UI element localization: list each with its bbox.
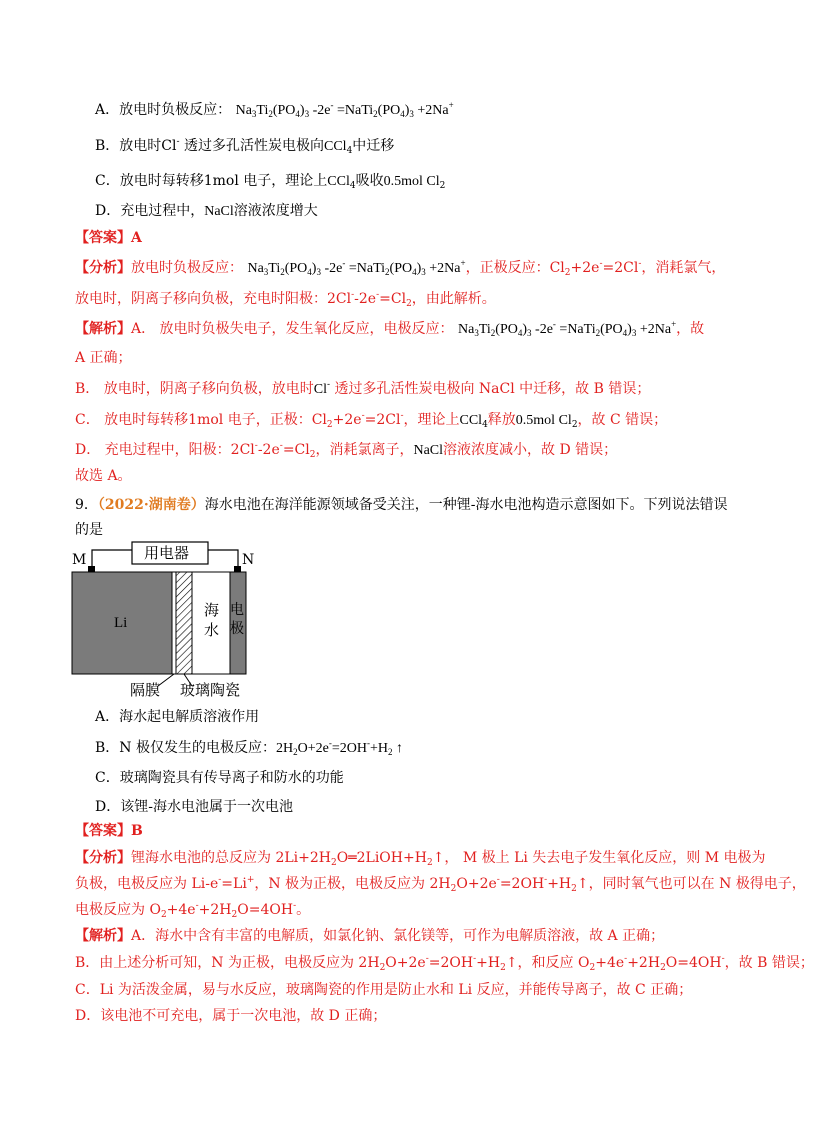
terminal-m-label: M <box>72 552 87 568</box>
q8-answer: 【答案】A <box>75 230 142 246</box>
q9-option-d: D．该锂-海水电池属于一次电池 <box>95 799 293 815</box>
q9-answer: 【答案】B <box>75 823 143 839</box>
q9-option-b: B．N 极仅发生的电极反应：$2H_2O+2e^-=2OH^-+H_2$ ↑ <box>95 738 403 757</box>
q8-analysis-line1: 【分析】放电时负极反应： $Na_3Ti_2(PO_4)_3$ $-2e^- =NaTi_2(PO_4)_3 +2Na^+$，正极反应：$Cl_2+2e^-=2Cl^-$，消耗氯气， <box>75 258 726 278</box>
q9-explain-b: B．由上述分析可知，N 为正极，电极反应为 $2H_2O+2e^-=2OH^-+H_2↑$，和反应 $O_2+4e^-+2H_2O=4OH^-$，故 B 错误； <box>75 954 814 973</box>
water-label-2: 水 <box>204 621 220 639</box>
q8-option-c: C．放电时每转移1mol 电子，理论上CCl$_4$吸收0.5mol $Cl_2$ <box>95 173 446 191</box>
q9-explain-d: D．该电池不可充电，属于一次电池，故 D 正确； <box>75 1008 387 1024</box>
q8-explain-a2: A 正确； <box>75 350 132 366</box>
battery-diagram <box>70 540 270 700</box>
q8-option-a-label: A．放电时负极反应： <box>95 102 232 118</box>
q8-explain-a: 【解析】A． 放电时负极失电子，发生氧化反应，电极反应： $Na_3Ti_2(PO_4)_3$ $-2e^- =NaTi_2(PO_4)_3 +2Na^+$，故 <box>75 319 705 338</box>
wire-right <box>208 550 238 570</box>
device-label: 用电器 <box>144 544 190 562</box>
q8-option-d: D．充电过程中，NaCl溶液浓度增大 <box>95 203 318 219</box>
q8-analysis-line2: 放电时，阴离子移向负极，充电时阳极：$2Cl^--2e^-=Cl_2$，由此解析。 <box>75 290 496 309</box>
q9-analysis-line3: 电极反应为 $O_2+4e^-+2H_2O=4OH^-$。 <box>75 901 311 920</box>
q8-explain-b: B． 放电时，阴离子移向负极，放电时Cl- 透过多孔活性炭电极向 NaCl 中迁移，故 B 错误； <box>75 380 651 397</box>
q8-explain-d: D． 充电过程中，阳极：$2Cl^--2e^-=Cl_2$，消耗氯离子，NaCl溶液浓度减小，故 D 错误； <box>75 441 618 460</box>
terminal-n <box>234 566 241 572</box>
separator-pointer <box>158 674 174 686</box>
q9-analysis-line2: 负极，电极反应为 Li-e-=Li+，N 极为正极，电极反应为 $2H_2O+2e^-=2OH^-+H_2↑$，同时氧气也可以在 N 极得电子， <box>75 875 806 894</box>
q8-conclusion: 故选 A。 <box>75 468 132 484</box>
electrode-label-1: 电 <box>230 602 244 618</box>
terminal-n-label: N <box>242 552 255 568</box>
q8-option-b: B．放电时Cl- 透过多孔活性炭电极向CCl$_4$中迁移 <box>95 137 395 156</box>
q9-stem-line2: 的是 <box>75 522 103 538</box>
q9-explain-a: 【解析】A．海水中含有丰富的电解质，如氯化钠、氯化镁等，可作为电解质溶液，故 A 正确； <box>75 928 665 944</box>
q8-option-a-formula: $Na_3Ti_2(PO_4)_3$ $-2e^- =NaTi_2(PO_4)_3 +2Na^+$ <box>235 100 454 119</box>
separator <box>172 572 176 674</box>
electrode-label-2: 极 <box>230 621 244 637</box>
q9-analysis-line1: 【分析】锂海水电池的总反应为 $2Li+2H_2O═2LiOH+H_2↑$， M 极上 Li 失去电子发生氧化反应，则 M 电极为 <box>75 850 766 868</box>
glass-ceramic <box>176 572 192 674</box>
q9-option-b-formula: $2H_2O+2e^-=2OH^-+H_2$ ↑ <box>276 738 403 757</box>
q8-option-a <box>95 100 454 121</box>
separator-label: 隔膜 <box>130 681 161 699</box>
q9-option-a: A．海水起电解质溶液作用 <box>95 709 260 725</box>
water-label-1: 海 <box>204 601 220 619</box>
anode-label: Li <box>114 615 128 631</box>
wire-left <box>92 550 132 570</box>
q8-explain-c: C． 放电时每转移1mol 电子，正极：$Cl_2+2e^-=2Cl^-$，理论上CCl$_4$释放0.5mol $Cl_2$，故 C 错误； <box>75 411 668 430</box>
ceramic-label: 玻璃陶瓷 <box>180 681 241 699</box>
terminal-m <box>88 566 95 572</box>
q9-explain-c: C．Li 为活泼金属，易与水反应，玻璃陶瓷的作用是防止水和 Li 反应，并能传导离子，故 C 正确； <box>75 982 693 998</box>
q9-option-c: C．玻璃陶瓷具有传导离子和防水的功能 <box>95 770 344 786</box>
q9-stem-line1: 9．（2022·湖南卷）海水电池在海洋能源领域备受关注，一种锂-海水电池构造示意图如下。下列说法错误 <box>75 497 728 513</box>
